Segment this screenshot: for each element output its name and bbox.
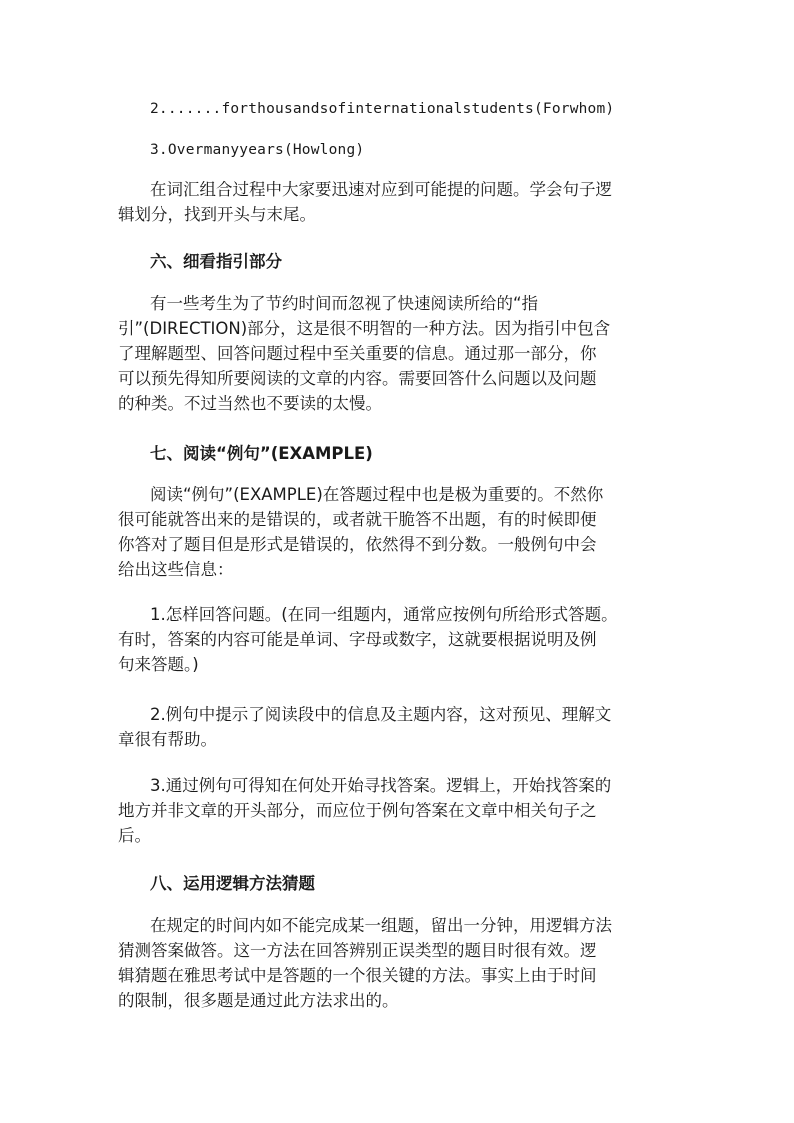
paragraph-logic bbox=[118, 913, 678, 1013]
text-line: 你答对了题目但是形式是错误的，依然得不到分数。一般例句中会 bbox=[118, 535, 597, 554]
text-line: 引”(DIRECTION)部分，这是很不明智的一种方法。因为指引中包含 bbox=[118, 319, 611, 338]
text-line: 可以预先得知所要阅读的文章的内容。需要回答什么问题以及问题 bbox=[118, 369, 597, 388]
list-item-2 bbox=[118, 702, 678, 752]
list-line-3 bbox=[150, 138, 710, 163]
text-line: 3.Overmanyyears(Howlong) bbox=[150, 142, 365, 158]
text-line: 的限制，很多题是通过此方法求出的。 bbox=[118, 991, 399, 1010]
text-line: 在词汇组合过程中大家要迅速对应到可能提的问题。学会句子逻 bbox=[150, 180, 612, 199]
text-line: 给出这些信息： bbox=[118, 560, 234, 579]
section-heading-7: 七、阅读“例句”(EXAMPLE) bbox=[150, 444, 373, 463]
text-line: 的种类。不过当然也不要读的太慢。 bbox=[118, 394, 382, 413]
text-line: 3.通过例句可得知在何处开始寻找答案。逻辑上，开始找答案的 bbox=[150, 776, 612, 795]
section-heading-6: 六、细看指引部分 bbox=[150, 252, 282, 271]
text-line: 很可能就答出来的是错误的，或者就干脆答不出题，有的时候即便 bbox=[118, 510, 597, 529]
text-line: 后。 bbox=[118, 826, 151, 845]
text-line: 地方并非文章的开头部分，而应位于例句答案在文章中相关句子之 bbox=[118, 801, 597, 820]
paragraph-example bbox=[118, 482, 678, 582]
paragraph-direction bbox=[118, 291, 678, 416]
section-heading-8: 八、运用逻辑方法猜题 bbox=[150, 874, 315, 893]
text-line: 2.......forthousandsofinternationalstudents(Forwhom) bbox=[150, 101, 615, 117]
text-line: 有一些考生为了节约时间而忽视了快速阅读所给的“指 bbox=[150, 294, 539, 313]
text-line: 1.怎样回答问题。(在同一组题内，通常应按例句所给形式答题。 bbox=[150, 605, 618, 624]
text-line: 辑猜题在雅思考试中是答题的一个很关键的方法。事实上由于时间 bbox=[118, 966, 597, 985]
text-line: 了理解题型、回答问题过程中至关重要的信息。通过那一部分，你 bbox=[118, 344, 597, 363]
list-item-1 bbox=[118, 602, 678, 677]
text-line: 在规定的时间内如不能完成某一组题，留出一分钟，用逻辑方法 bbox=[150, 916, 612, 935]
text-line: 章很有帮助。 bbox=[118, 730, 217, 749]
paragraph-vocabulary bbox=[118, 177, 678, 227]
text-line: 猜测答案做答。这一方法在回答辨别正误类型的题目时很有效。逻 bbox=[118, 941, 597, 960]
text-line: 2.例句中提示了阅读段中的信息及主题内容，这对预见、理解文 bbox=[150, 705, 612, 724]
list-line-2 bbox=[150, 97, 710, 122]
text-line: 阅读“例句”(EXAMPLE)在答题过程中也是极为重要的。不然你 bbox=[150, 485, 604, 504]
text-line: 有时，答案的内容可能是单词、字母或数字，这就要根据说明及例 bbox=[118, 630, 597, 649]
text-line: 辑划分，找到开头与末尾。 bbox=[118, 205, 316, 224]
text-line: 句来答题。) bbox=[118, 655, 199, 674]
list-item-3 bbox=[118, 773, 678, 848]
